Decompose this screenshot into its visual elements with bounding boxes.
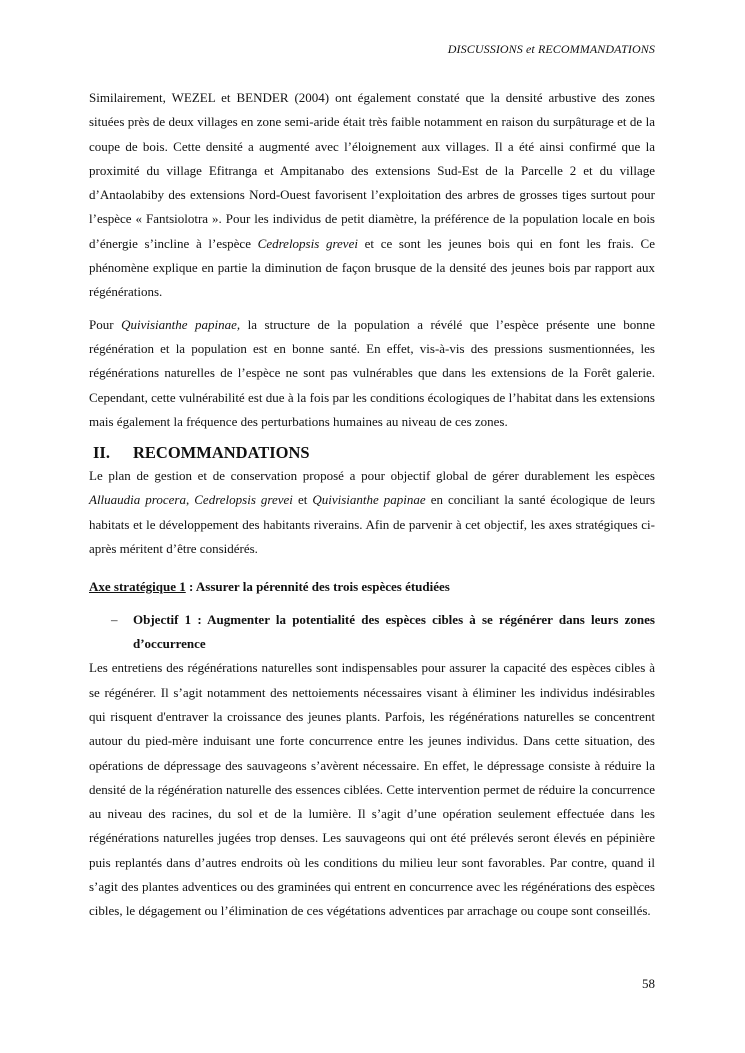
separator-text: et bbox=[292, 492, 313, 508]
species-name: Quivisianthe papinae, bbox=[121, 316, 241, 332]
objective-item bbox=[89, 608, 655, 656]
paragraph-text: et ce sont les jeunes bois qui en font les frais. Ce phénomène explique en partie la diminution de façon brusque de la densité des jeunes bois par rapport aux régénérations. bbox=[89, 235, 655, 300]
section-number: II. bbox=[93, 443, 110, 463]
section-heading bbox=[93, 442, 655, 464]
species-name: Cedrelopsis grevei bbox=[257, 235, 358, 251]
running-header: DISCUSSIONS et RECOMMANDATIONS bbox=[447, 42, 655, 56]
separator-text: , bbox=[185, 492, 195, 508]
species-name: Cedrelopsis grevei bbox=[194, 492, 293, 508]
axis-text: : Assurer la pérennité des trois espèces étudiées bbox=[185, 579, 450, 595]
section-title: RECOMMANDATIONS bbox=[133, 443, 310, 463]
paragraph-text: Similairement, WEZEL et BENDER (2004) ont également constaté que la densité arbustive des zones situées près de deux villages en zone semi-aride était très faible notamment en raison du surpâturage et de la coupe de bois. Cette densité a augmenté avec l’éloignement aux villages. Il a été ainsi confirmé que la proximité du village Efitranga et Ampitanabo des extensions Sud-Est de la Parcelle 2 et du village d’Antaolabiby des extensions Nord-Ouest favorisent l’exploitation des arbres de grosses tiges surtout pour l’espèce « Fantsiolotra ». Pour les individus de petit diamètre, la préférence de la population locale en bois d’énergie s’incline à l’espèce bbox=[89, 90, 655, 251]
species-name: Alluaudia procera bbox=[89, 492, 186, 508]
paragraph-plan bbox=[89, 464, 655, 561]
paragraph-maintenance: Les entretiens des régénérations naturelles sont indispensables pour assurer la capacité des espèces cibles à se régénérer. Il s’agit notamment des nettoiements nécessaires visant à éliminer les individus indésirables qui risquent d'entraver la croissance des jeunes plants. Parfois, les régénérations naturelles se concentrent autour du pied-mère induisant une forte concurrence entre les jeunes individus. Dans cette situation, des opérations de dépressage des sauvageons s’avèrent nécessaire. En effet, le dépressage consiste à réduire la densité de la régénération naturelle des essences ciblées. Cette intervention permet de réduire la concurrence au niveau des racines, du sol et de la lumière. Il s’agit d’une opération seulement effectuée dans les régénérations naturelles jugées trop denses. Les sauvageons qui ont été prélevés seront élevés en pépinière puis replantés dans d’autres endroits où les conditions du milieu leur sont favorables. Par contre, quand il s’agit des plantes adventices ou des graminées qui entrent en concurrence avec les régénérations des espèces cibles, le dégagement ou l’élimination de ces végétations adventices par arrachage ou coupe sont conseillés. bbox=[89, 660, 655, 919]
page-body bbox=[89, 86, 655, 924]
axis-label: Axe stratégique 1 bbox=[89, 579, 186, 595]
paragraph-density bbox=[89, 86, 655, 305]
paragraph-text: en conciliant la santé écologique de leurs habitats et le développement des habitants riverains. Afin de parvenir à cet objectif, les axes stratégiques ci-après méritent d’être considérés. bbox=[89, 492, 656, 557]
paragraph-text: la structure de la population a révélé que l’espèce présente une bonne régénération et la population est en bonne santé. En effet, vis-à-vis des pressions susmentionnées, les régénérations naturelles de l’espèce ne sont pas vulnérables que dans les extensions de la Forêt galerie. Cependant, cette vulnérabilité est due à la fois par les conditions écologiques de l’habitat dans les extensions mais également la fréquence des perturbations humaines au niveau de ces zones. bbox=[89, 316, 655, 429]
paragraph-quivisianthe bbox=[89, 313, 655, 434]
objective-text: Objectif 1 : Augmenter la potentialité des espèces cibles à se régénérer dans leurs zones d’occurrence bbox=[133, 612, 655, 652]
paragraph-text: Le plan de gestion et de conservation proposé a pour objectif global de gérer durablement les espèces bbox=[89, 468, 655, 484]
species-name: Quivisianthe papinae bbox=[312, 492, 426, 508]
paragraph-text: Pour bbox=[89, 316, 122, 332]
page-number: 58 bbox=[642, 976, 655, 991]
list-dash: – bbox=[111, 612, 118, 628]
strategic-axis-heading bbox=[89, 575, 655, 599]
